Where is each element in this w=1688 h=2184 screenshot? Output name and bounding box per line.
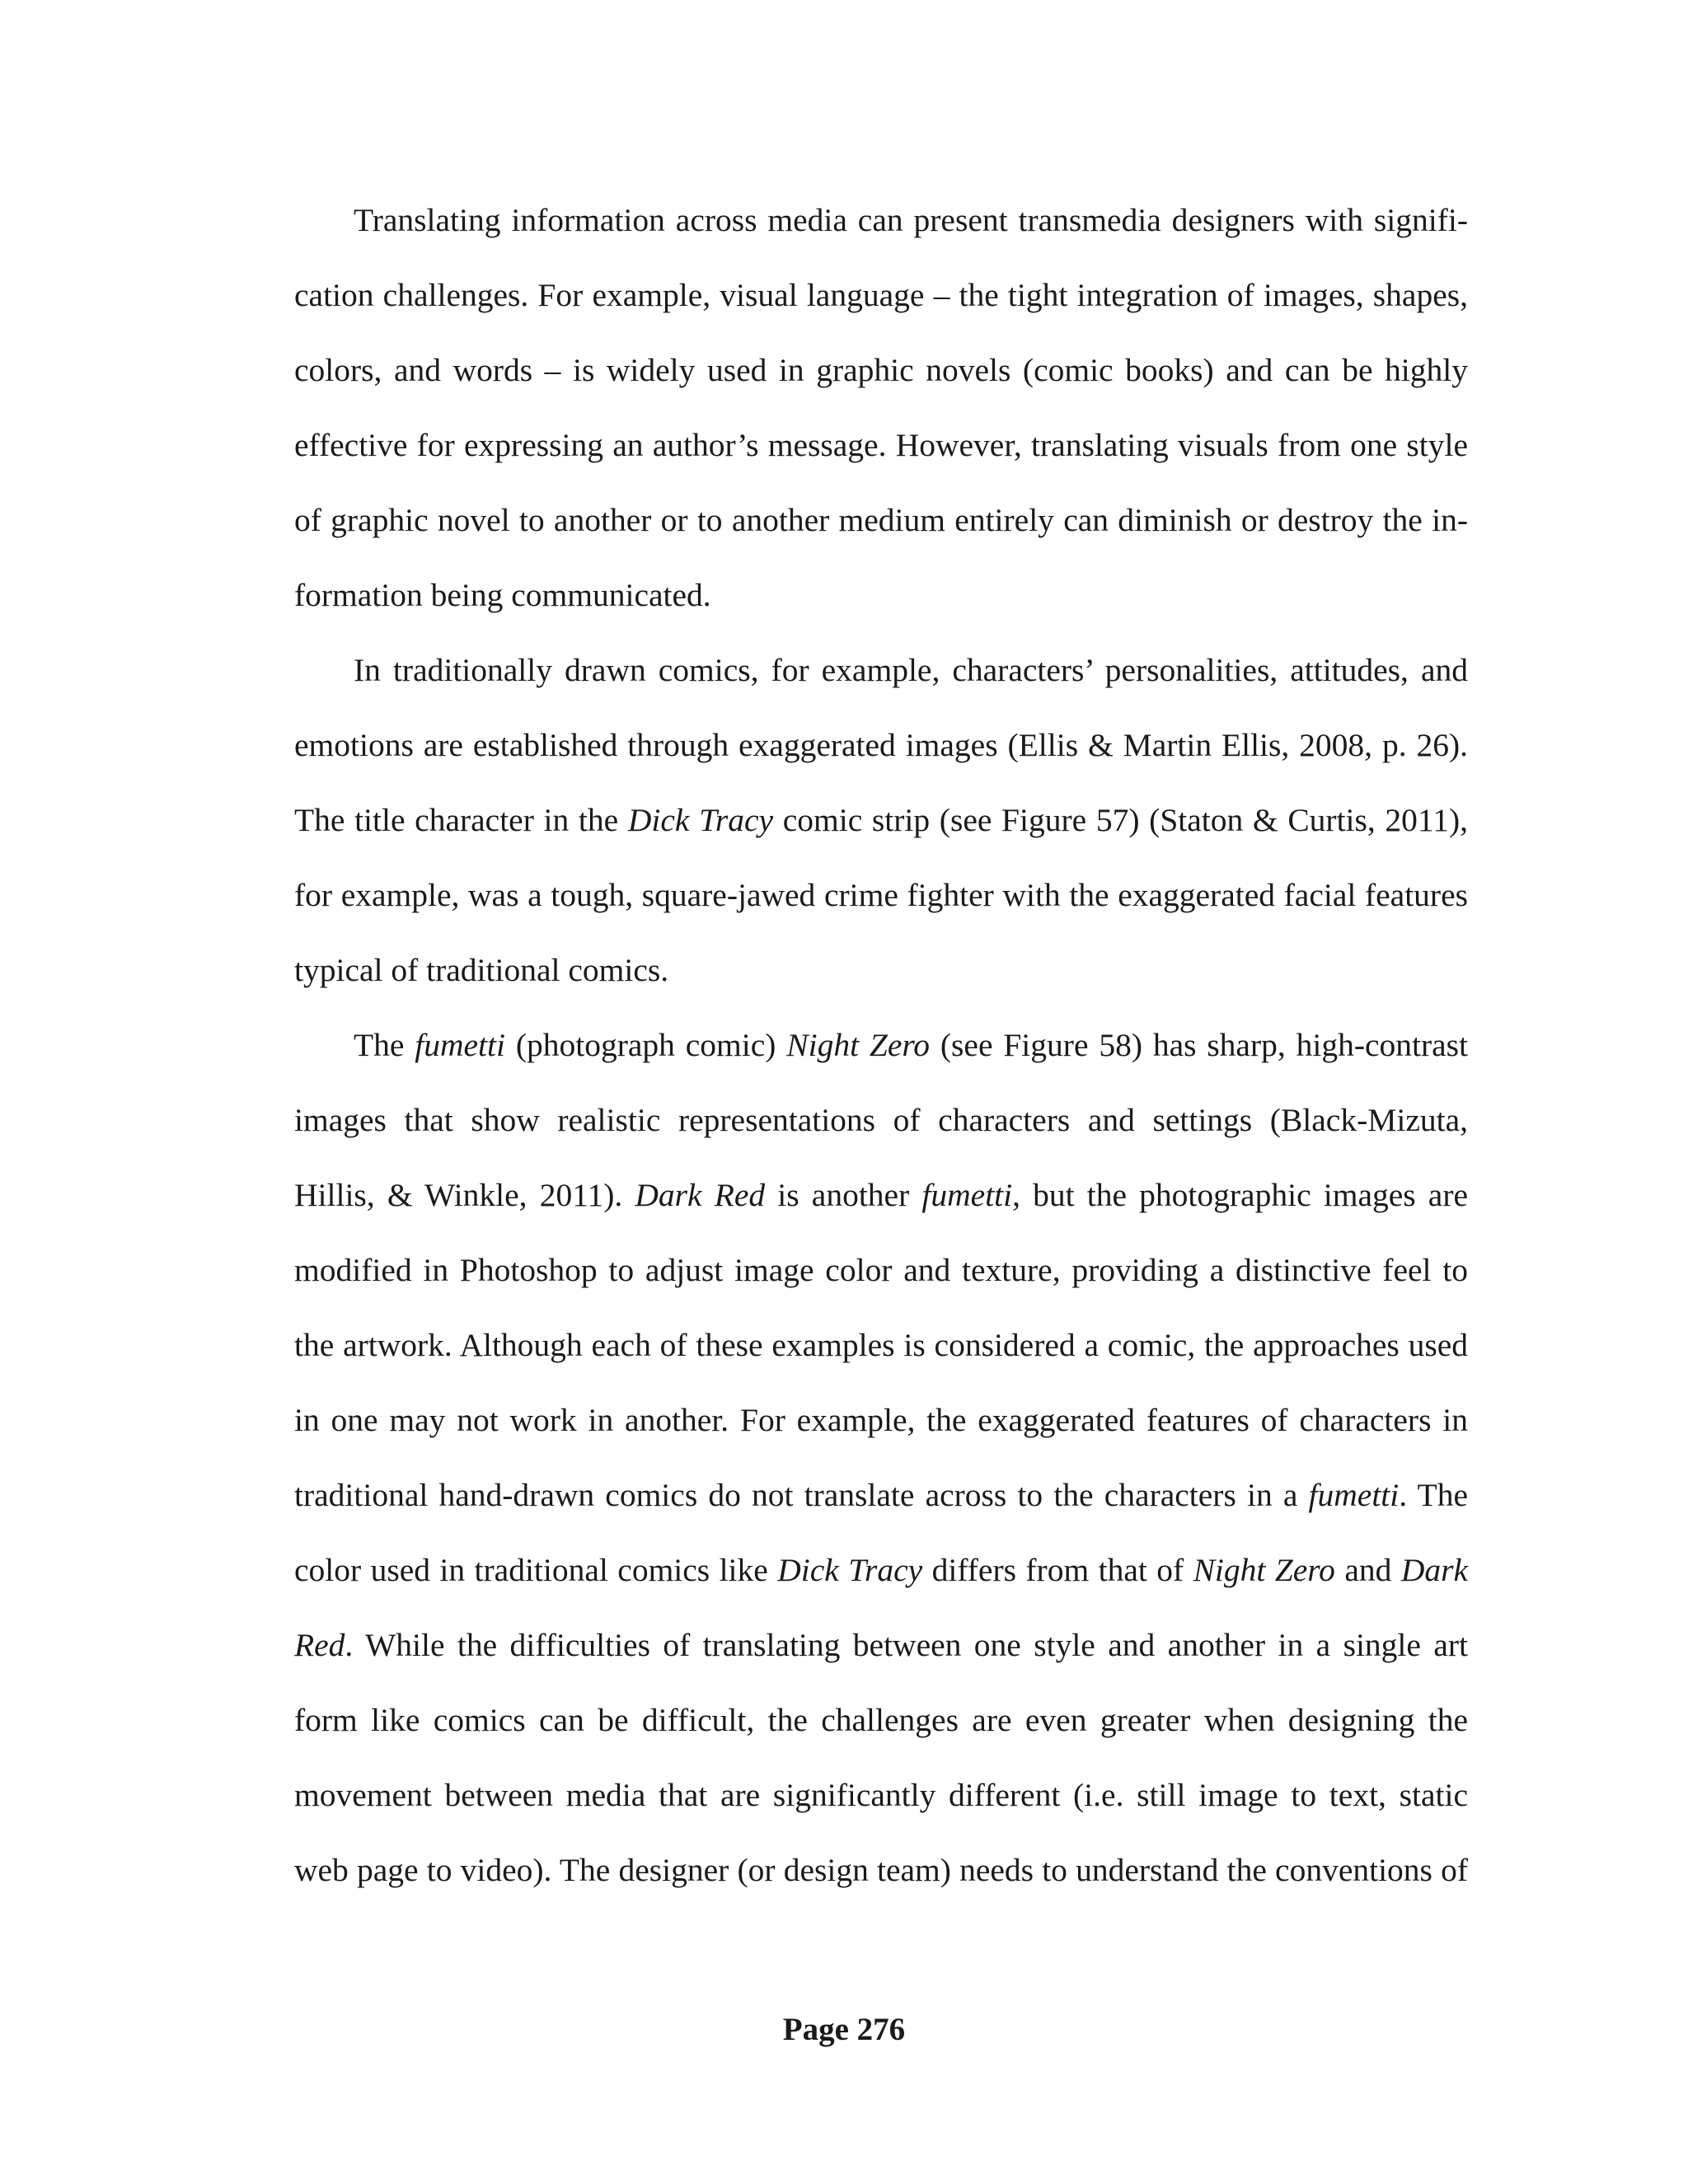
text-line: in one may not work in another. For example, the exaggerated features of characters in xyxy=(294,1402,1468,1438)
term-italic: fumetti xyxy=(415,1027,505,1063)
term-italic: fumetti xyxy=(921,1177,1013,1213)
title-italic: Dick Tracy xyxy=(777,1552,923,1588)
title-italic: Dark xyxy=(1400,1552,1468,1588)
text-line: Hillis, & Winkle, 2011). Dark Red is another fumetti, but the photographic images are xyxy=(294,1177,1469,1213)
text-line: traditional hand-drawn comics do not translate across to the characters in a fumetti. The xyxy=(294,1477,1468,1513)
text-line: modified in Photoshop to adjust image color and texture, providing a distinctive feel to xyxy=(294,1252,1468,1288)
text-line: The fumetti (photograph comic) Night Zero (see Figure 58) has sharp, high-contrast xyxy=(354,1027,1469,1063)
title-italic: Red xyxy=(294,1627,345,1663)
text-line: colors, and words – is widely used in graphic novels (comic books) and can be highly xyxy=(294,352,1468,388)
term-italic: fumetti xyxy=(1308,1477,1400,1513)
text-line: The title character in the Dick Tracy comic strip (see Figure 57) (Staton & Curtis, 2011), xyxy=(294,802,1468,838)
text-line: Red. While the difficulties of translating between one style and another in a single art xyxy=(294,1627,1468,1663)
text-line: cation challenges. For example, visual language – the tight integration of images, shapes, xyxy=(294,277,1468,313)
title-italic: Night Zero xyxy=(1193,1552,1335,1588)
text-line: for example, was a tough, square-jawed crime fighter with the exaggerated facial features xyxy=(294,877,1468,913)
page-number: Page 276 xyxy=(782,2012,906,2047)
text-line: effective for expressing an author’s message. However, translating visuals from one style xyxy=(294,427,1468,463)
text-line: movement between media that are significantly different (i.e. still image to text, static xyxy=(294,1777,1468,1813)
body-text xyxy=(294,183,1468,1908)
text-line: formation being communicated. xyxy=(294,577,711,613)
title-italic: Night Zero xyxy=(786,1027,931,1063)
text-line: typical of traditional comics. xyxy=(294,952,669,988)
text-line: emotions are established through exaggerated images (Ellis & Martin Ellis, 2008, p. 26). xyxy=(294,727,1468,763)
text-line: In traditionally drawn comics, for example, characters’ personalities, attitudes, and xyxy=(354,652,1468,688)
text-line: images that show realistic representations of characters and settings (Black-Mizuta, xyxy=(294,1102,1468,1138)
text-line: color used in traditional comics like Dick Tracy differs from that of Night Zero and Dark xyxy=(294,1552,1468,1588)
text-line: web page to video). The designer (or design team) needs to understand the conventions of xyxy=(294,1852,1468,1888)
text-line: of graphic novel to another or to another medium entirely can diminish or destroy the in- xyxy=(294,502,1468,538)
title-italic: Dark Red xyxy=(635,1177,766,1213)
text-line: Translating information across media can present transmedia designers with signifi- xyxy=(354,202,1468,238)
title-italic: Dick Tracy xyxy=(627,802,774,838)
text-line: the artwork. Although each of these examples is considered a comic, the approaches used xyxy=(294,1327,1468,1363)
text-line: form like comics can be difficult, the challenges are even greater when designing the xyxy=(294,1702,1468,1738)
